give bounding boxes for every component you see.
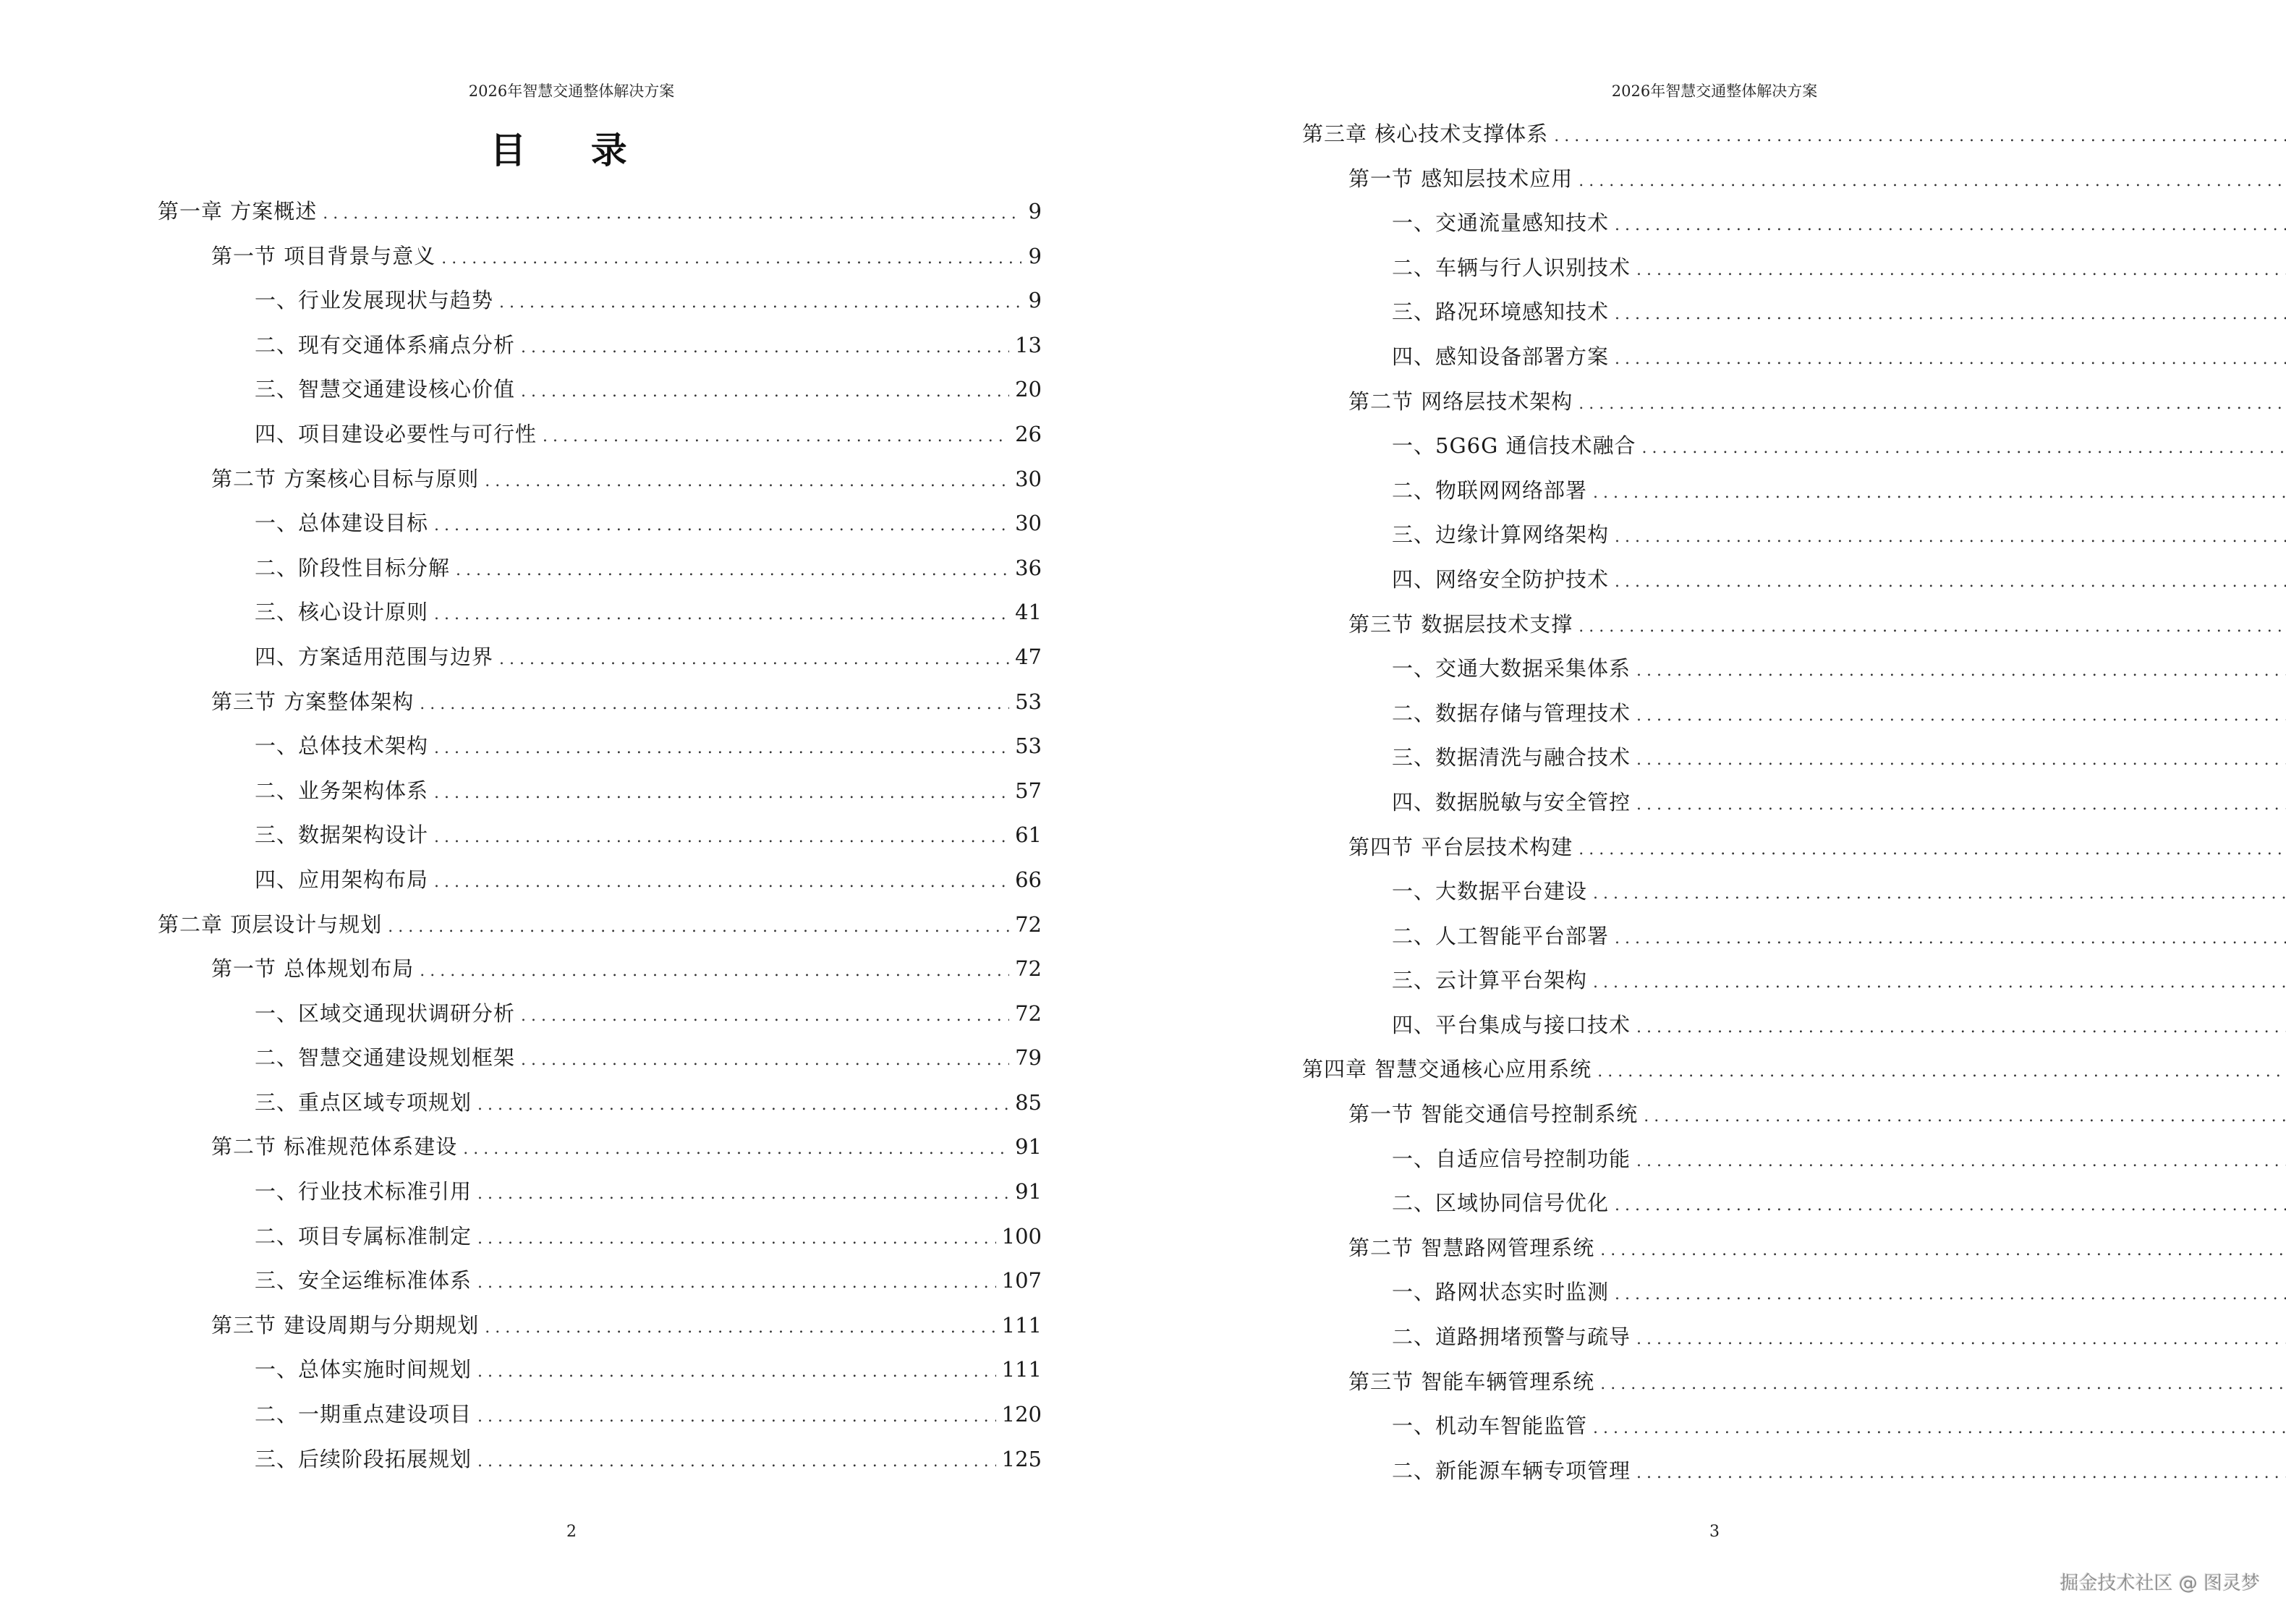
toc-item-entry[interactable] xyxy=(158,992,1042,1037)
dot-leader xyxy=(388,905,1009,950)
dot-leader xyxy=(485,459,1009,504)
dot-leader xyxy=(1636,694,2286,739)
toc-entry-page: 26 xyxy=(1015,421,1042,446)
toc-entry-label: 第二节 方案核心目标与原则 xyxy=(211,466,480,491)
dot-leader xyxy=(1554,114,2286,159)
toc-entry-label: 一、交通流量感知技术 xyxy=(1392,211,1610,236)
toc-entry-label: 三、智慧交通建设核心价值 xyxy=(255,377,516,402)
page-number: 3 xyxy=(1709,1523,1720,1541)
toc-entry-label: 第三节 智能车辆管理系统 xyxy=(1348,1369,1595,1394)
dot-leader xyxy=(1578,159,2286,204)
toc-entry-page: 120 xyxy=(1001,1402,1042,1427)
dot-leader xyxy=(1593,872,2286,917)
toc-entry-label: 第二节 网络层技术架构 xyxy=(1348,388,1573,414)
toc-title: 目 录 xyxy=(490,129,653,171)
toc-entry-page: 100 xyxy=(1001,1223,1042,1249)
toc-entry-label: 一、总体实施时间规划 xyxy=(255,1357,472,1382)
toc-item-entry[interactable] xyxy=(158,546,1042,591)
toc-entry-label: 二、人工智能平台部署 xyxy=(1392,923,1610,948)
toc-entry-page: 125 xyxy=(1001,1446,1042,1471)
toc-item-entry[interactable] xyxy=(158,724,1042,769)
dot-leader xyxy=(1578,382,2286,427)
toc-item-entry[interactable] xyxy=(1302,513,2286,558)
dot-leader xyxy=(434,771,1009,816)
toc-item-entry[interactable] xyxy=(1302,1003,2286,1048)
toc-entry-label: 一、自适应信号控制功能 xyxy=(1392,1146,1631,1171)
toc-entry-label: 二、道路拥堵预警与疏导 xyxy=(1392,1325,1631,1350)
dot-leader xyxy=(477,1172,1009,1217)
toc-section-entry[interactable] xyxy=(158,457,1042,502)
dot-leader xyxy=(434,592,1009,637)
dot-leader xyxy=(1600,1362,2286,1407)
toc-entry-label: 第四节 平台层技术构建 xyxy=(1348,834,1573,859)
toc-item-entry[interactable] xyxy=(158,1215,1042,1259)
toc-entry-label: 三、数据架构设计 xyxy=(255,822,429,848)
toc-item-entry[interactable] xyxy=(158,1036,1042,1081)
page-number: 2 xyxy=(566,1523,577,1541)
toc-entry-label: 二、一期重点建设项目 xyxy=(255,1402,472,1427)
dot-leader xyxy=(1636,738,2286,783)
toc-entry-label: 一、区域交通现状调研分析 xyxy=(255,1000,516,1026)
toc-entry-page: 111 xyxy=(1001,1357,1042,1382)
dot-leader xyxy=(1600,1228,2286,1273)
toc-entry-label: 四、感知设备部署方案 xyxy=(1392,344,1610,369)
dot-leader xyxy=(441,237,1021,281)
toc-entry-page: 61 xyxy=(1015,822,1042,848)
toc-entry-label: 三、边缘计算网络架构 xyxy=(1392,522,1610,548)
toc-entry-label: 四、应用架构布局 xyxy=(255,867,429,892)
toc-item-entry[interactable] xyxy=(1302,736,2286,781)
dot-leader xyxy=(485,1306,995,1351)
toc-entry-label: 三、云计算平台架构 xyxy=(1392,968,1588,993)
dot-leader xyxy=(1615,917,2286,961)
toc-entry-page: 111 xyxy=(1001,1312,1042,1338)
toc-item-entry[interactable] xyxy=(158,1393,1042,1437)
toc-entry-label: 第二节 智慧路网管理系统 xyxy=(1348,1235,1595,1260)
toc-item-entry[interactable] xyxy=(1302,781,2286,825)
dot-leader xyxy=(1636,248,2286,293)
toc-section-entry[interactable] xyxy=(1302,1092,2286,1137)
dot-leader xyxy=(477,1217,996,1262)
toc-item-entry[interactable] xyxy=(158,412,1042,457)
right-page xyxy=(1143,0,2286,1624)
toc-section-entry[interactable] xyxy=(158,1304,1042,1348)
dot-leader xyxy=(1636,783,2286,828)
toc-item-entry[interactable] xyxy=(158,769,1042,814)
toc-section-entry[interactable] xyxy=(1302,1226,2286,1271)
toc-entry-page: 57 xyxy=(1015,778,1042,803)
toc-entry-label: 四、数据脱敏与安全管控 xyxy=(1392,789,1631,815)
toc-entry-label: 一、大数据平台建设 xyxy=(1392,879,1588,904)
toc-entry-label: 三、数据清洗与融合技术 xyxy=(1392,745,1631,770)
dot-leader xyxy=(1615,1272,2286,1317)
toc-entry-label: 第一章 方案概述 xyxy=(158,199,318,224)
toc-list-right xyxy=(1302,112,2286,1493)
toc-entry-label: 二、现有交通体系痛点分析 xyxy=(255,332,516,357)
dot-leader xyxy=(1593,961,2286,1006)
toc-item-entry[interactable] xyxy=(1302,1449,2286,1494)
dot-leader xyxy=(1636,1006,2286,1050)
toc-item-entry[interactable] xyxy=(1302,1315,2286,1360)
dot-leader xyxy=(499,281,1021,326)
dot-leader xyxy=(521,994,1009,1039)
toc-item-entry[interactable] xyxy=(1302,290,2286,335)
toc-entry-label: 第一节 感知层技术应用 xyxy=(1348,166,1573,191)
toc-chapter-entry[interactable] xyxy=(158,190,1042,234)
toc-entry-page: 47 xyxy=(1015,644,1042,669)
toc-entry-page: 72 xyxy=(1015,911,1042,937)
toc-entry-label: 二、区域协同信号优化 xyxy=(1392,1191,1610,1216)
toc-item-entry[interactable] xyxy=(158,1348,1042,1393)
toc-entry-label: 二、新能源车辆专项管理 xyxy=(1392,1458,1631,1483)
toc-entry-label: 三、重点区域专项规划 xyxy=(255,1089,472,1115)
toc-entry-label: 二、物联网网络部署 xyxy=(1392,477,1588,503)
dot-leader xyxy=(499,637,1009,682)
dot-leader xyxy=(323,192,1021,237)
dot-leader xyxy=(1636,649,2286,694)
toc-entry-page: 20 xyxy=(1015,377,1042,402)
toc-entry-label: 第三节 方案整体架构 xyxy=(211,689,415,714)
toc-item-entry[interactable] xyxy=(1302,958,2286,1003)
dot-leader xyxy=(521,370,1009,414)
toc-entry-page: 36 xyxy=(1015,555,1042,580)
dot-leader xyxy=(434,860,1009,905)
toc-section-entry[interactable] xyxy=(158,947,1042,992)
toc-entry-page: 30 xyxy=(1015,511,1042,536)
toc-entry-page: 72 xyxy=(1015,1000,1042,1026)
dot-leader xyxy=(1636,1451,2286,1496)
toc-entry-label: 三、安全运维标准体系 xyxy=(255,1268,472,1293)
toc-entry-label: 四、网络安全防护技术 xyxy=(1392,566,1610,592)
dot-leader xyxy=(463,1127,1009,1172)
dot-leader xyxy=(1615,292,2286,337)
dot-leader xyxy=(1578,828,2286,872)
toc-entry-label: 第三章 核心技术支撑体系 xyxy=(1302,122,1549,146)
dot-leader xyxy=(1615,1183,2286,1228)
toc-item-entry[interactable] xyxy=(1302,914,2286,959)
toc-entry-label: 第三节 建设周期与分期规划 xyxy=(211,1312,480,1338)
toc-entry-label: 第二节 标准规范体系建设 xyxy=(211,1134,458,1160)
toc-item-entry[interactable] xyxy=(158,279,1042,323)
toc-entry-label: 四、平台集成与接口技术 xyxy=(1392,1012,1631,1037)
toc-entry-label: 一、交通大数据采集体系 xyxy=(1392,656,1631,681)
toc-item-entry[interactable] xyxy=(1302,692,2286,736)
toc-item-entry[interactable] xyxy=(158,635,1042,680)
dot-leader xyxy=(456,548,1009,593)
toc-item-entry[interactable] xyxy=(1302,647,2286,692)
toc-item-entry[interactable] xyxy=(1302,1137,2286,1182)
dot-leader xyxy=(477,1261,996,1306)
toc-entry-label: 二、项目专属标准制定 xyxy=(255,1223,472,1249)
toc-entry-label: 第一节 项目背景与意义 xyxy=(211,243,436,268)
toc-entry-label: 第二章 顶层设计与规划 xyxy=(158,911,383,937)
dot-leader xyxy=(477,1083,1009,1128)
toc-item-entry[interactable] xyxy=(158,1081,1042,1126)
toc-item-entry[interactable] xyxy=(1302,558,2286,603)
toc-item-entry[interactable] xyxy=(1302,246,2286,291)
toc-section-entry[interactable] xyxy=(158,234,1042,279)
toc-entry-label: 四、项目建设必要性与可行性 xyxy=(255,421,537,446)
dot-leader xyxy=(1615,515,2286,560)
dot-leader xyxy=(1636,1317,2286,1362)
toc-chapter-entry[interactable] xyxy=(1302,1047,2286,1092)
dot-leader xyxy=(434,726,1009,771)
toc-entry-label: 二、数据存储与管理技术 xyxy=(1392,700,1631,726)
toc-item-entry[interactable] xyxy=(158,1259,1042,1304)
toc-section-entry[interactable] xyxy=(1302,380,2286,425)
toc-item-entry[interactable] xyxy=(158,1437,1042,1482)
dot-leader xyxy=(434,503,1009,548)
dot-leader xyxy=(521,326,1009,370)
toc-section-entry[interactable] xyxy=(1302,825,2286,870)
dot-leader xyxy=(1615,337,2286,382)
running-header: 2026年智慧交通整体解决方案 xyxy=(468,82,675,100)
dot-leader xyxy=(1641,426,2286,471)
toc-entry-page: 41 xyxy=(1015,600,1042,625)
toc-item-entry[interactable] xyxy=(1302,335,2286,380)
toc-item-entry[interactable] xyxy=(158,590,1042,635)
toc-section-entry[interactable] xyxy=(158,1125,1042,1170)
toc-item-entry[interactable] xyxy=(158,813,1042,858)
toc-chapter-entry[interactable] xyxy=(1302,112,2286,157)
toc-item-entry[interactable] xyxy=(1302,1270,2286,1315)
toc-section-entry[interactable] xyxy=(1302,603,2286,647)
toc-entry-page: 72 xyxy=(1015,956,1042,982)
toc-entry-label: 三、核心设计原则 xyxy=(255,600,429,625)
toc-entry-label: 三、后续阶段拓展规划 xyxy=(255,1446,472,1471)
toc-entry-label: 二、车辆与行人识别技术 xyxy=(1392,255,1631,280)
toc-item-entry[interactable] xyxy=(1302,469,2286,514)
toc-entry-page: 79 xyxy=(1015,1045,1042,1071)
toc-item-entry[interactable] xyxy=(1302,870,2286,914)
toc-entry-label: 一、5G6G 通信技术融合 xyxy=(1392,433,1636,459)
toc-entry-page: 91 xyxy=(1015,1179,1042,1204)
toc-entry-label: 第三节 数据层技术支撑 xyxy=(1348,611,1573,637)
toc-entry-page: 66 xyxy=(1015,867,1042,892)
running-header: 2026年智慧交通整体解决方案 xyxy=(1611,82,1818,100)
toc-entry-label: 第四章 智慧交通核心应用系统 xyxy=(1302,1057,1592,1082)
toc-entry-page: 107 xyxy=(1001,1268,1042,1293)
toc-item-entry[interactable] xyxy=(158,1170,1042,1215)
toc-item-entry[interactable] xyxy=(1302,201,2286,246)
toc-entry-label: 一、行业技术标准引用 xyxy=(255,1179,472,1204)
dot-leader xyxy=(1593,1406,2286,1451)
toc-entry-label: 二、阶段性目标分解 xyxy=(255,555,451,580)
dot-leader xyxy=(1597,1050,2286,1094)
toc-item-entry[interactable] xyxy=(158,323,1042,368)
dot-leader xyxy=(543,414,1009,459)
toc-entry-label: 一、机动车智能监管 xyxy=(1392,1413,1588,1439)
toc-entry-label: 第一节 总体规划布局 xyxy=(211,956,415,982)
toc-entry-label: 四、方案适用范围与边界 xyxy=(255,644,494,669)
dot-leader xyxy=(420,949,1009,994)
toc-entry-label: 一、行业发展现状与趋势 xyxy=(255,288,494,313)
dot-leader xyxy=(1644,1094,2286,1139)
dot-leader xyxy=(477,1350,996,1395)
dot-leader xyxy=(477,1440,996,1484)
toc-item-entry[interactable] xyxy=(158,367,1042,412)
toc-list-left xyxy=(158,190,1042,1481)
dot-leader xyxy=(1593,471,2286,516)
dot-leader xyxy=(1615,560,2286,605)
toc-item-entry[interactable] xyxy=(158,858,1042,903)
toc-section-entry[interactable] xyxy=(1302,157,2286,202)
toc-entry-label: 一、总体建设目标 xyxy=(255,511,429,536)
toc-entry-page: 30 xyxy=(1015,466,1042,491)
toc-entry-label: 一、路网状态实时监测 xyxy=(1392,1280,1610,1305)
toc-section-entry[interactable] xyxy=(158,680,1042,725)
dot-leader xyxy=(521,1038,1009,1083)
toc-item-entry[interactable] xyxy=(1302,424,2286,469)
dot-leader xyxy=(434,815,1009,860)
toc-item-entry[interactable] xyxy=(1302,1404,2286,1449)
toc-entry-label: 三、路况环境感知技术 xyxy=(1392,299,1610,325)
toc-entry-page: 53 xyxy=(1015,689,1042,714)
toc-entry-label: 二、智慧交通建设规划框架 xyxy=(255,1045,516,1071)
toc-entry-page: 85 xyxy=(1015,1089,1042,1115)
toc-entry-label: 第一节 智能交通信号控制系统 xyxy=(1348,1102,1639,1127)
toc-section-entry[interactable] xyxy=(1302,1360,2286,1405)
toc-entry-label: 二、业务架构体系 xyxy=(255,778,429,803)
toc-chapter-entry[interactable] xyxy=(158,903,1042,948)
toc-entry-page: 9 xyxy=(1028,199,1042,224)
dot-leader xyxy=(477,1395,996,1440)
toc-entry-page: 13 xyxy=(1015,332,1042,357)
toc-item-entry[interactable] xyxy=(158,501,1042,546)
dot-leader xyxy=(420,682,1009,727)
toc-entry-label: 一、总体技术架构 xyxy=(255,734,429,759)
toc-entry-page: 9 xyxy=(1028,288,1042,313)
watermark: 掘金技术社区 @ 图灵梦 xyxy=(2060,1573,2260,1594)
toc-entry-page: 53 xyxy=(1015,734,1042,759)
dot-leader xyxy=(1578,605,2286,650)
toc-entry-page: 9 xyxy=(1028,243,1042,268)
toc-item-entry[interactable] xyxy=(1302,1181,2286,1226)
dot-leader xyxy=(1636,1139,2286,1184)
toc-entry-page: 91 xyxy=(1015,1134,1042,1160)
dot-leader xyxy=(1615,203,2286,248)
